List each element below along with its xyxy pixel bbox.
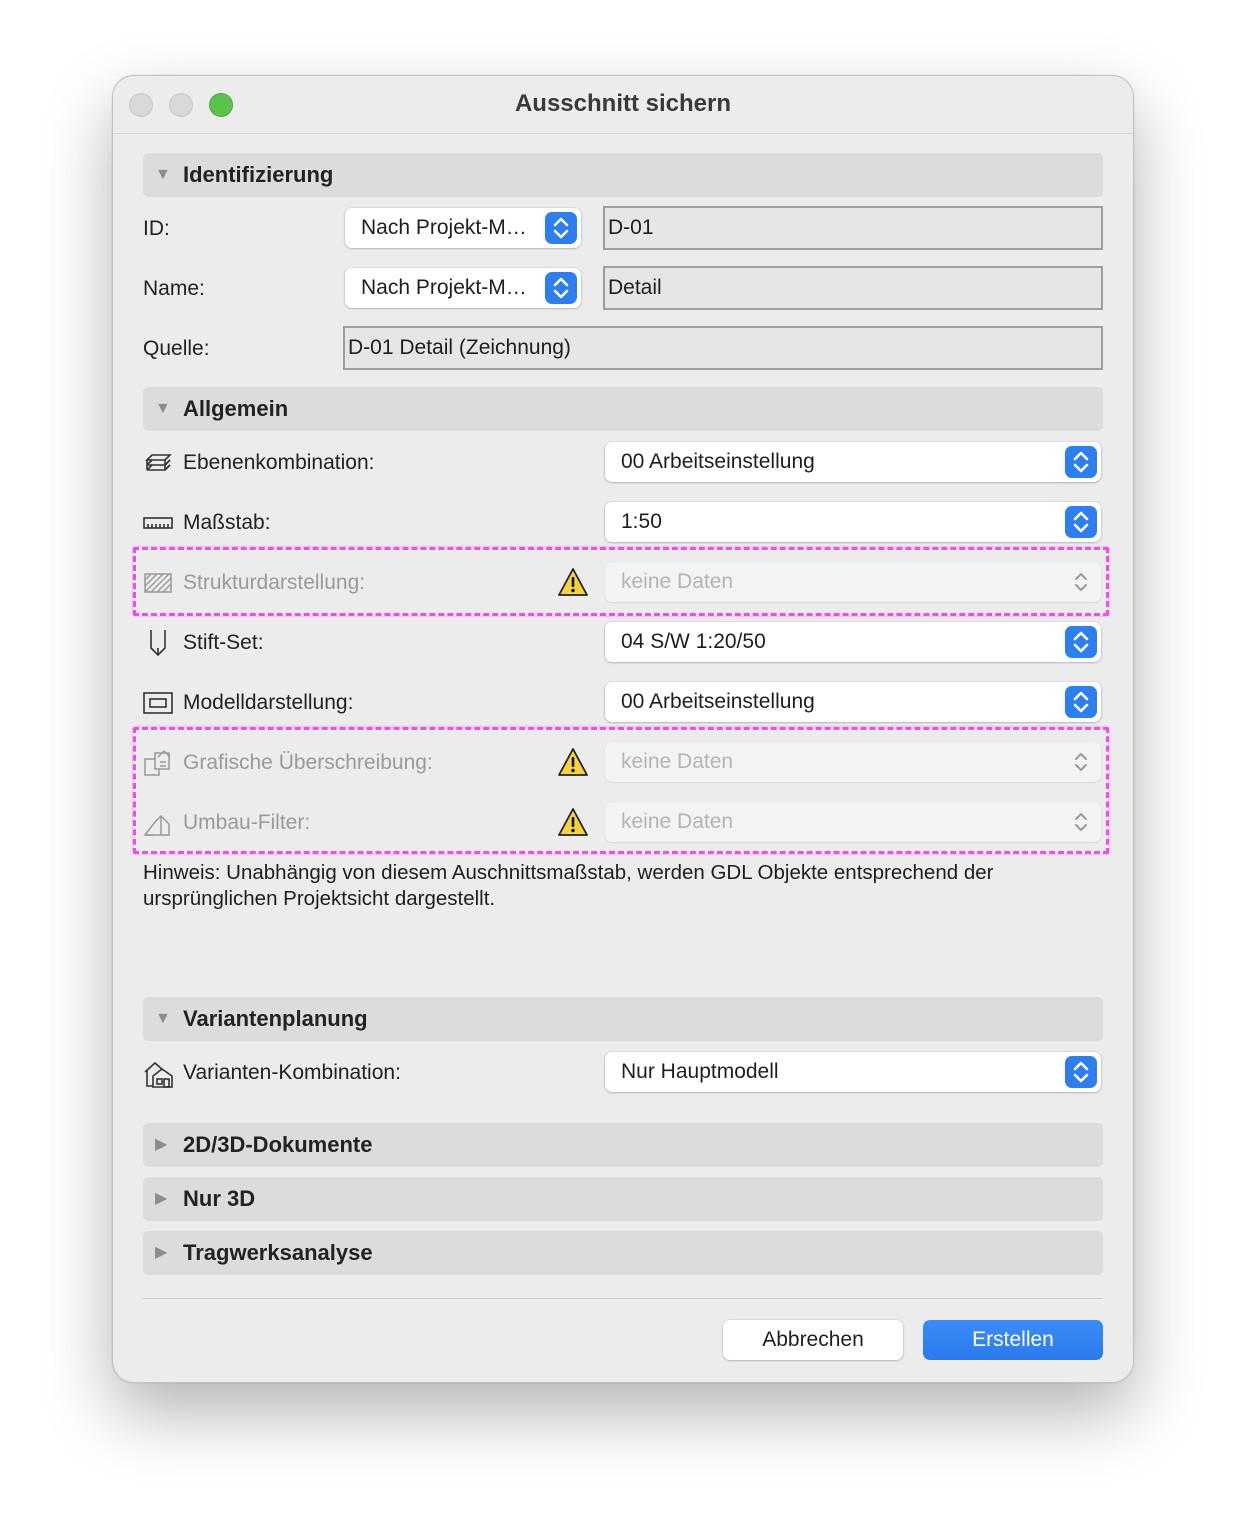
section-identifizierung[interactable] [143,153,1103,197]
cancel-button[interactable]: Abbrechen [723,1320,903,1360]
window-title: Ausschnitt sichern [514,90,732,117]
title-bar [113,76,1133,134]
disclosure-down-icon: ▼ [155,166,171,183]
disclosure-right-icon: ▶ [155,1244,168,1261]
grafik-value: keine Daten [621,750,734,773]
id-label: ID: [143,217,170,240]
variant-value: Nur Hauptmodell [621,1060,779,1083]
variant-popup[interactable] [605,1052,1101,1092]
source-label: Quelle: [143,337,210,360]
section-title: Variantenplanung [183,1006,368,1031]
modell-label: Modelldarstellung: [183,691,354,714]
stepper-icon [1065,686,1097,718]
stepper-icon [1065,446,1097,478]
hint-text: Hinweis: Unabhängig von diesem Auschnittsmaßstab, werden GDL Objekte entsprechend der ursprünglichen Projektsicht dargestellt. [143,861,994,910]
disclosure-right-icon: ▶ [155,1190,168,1207]
name-mode-value: Nach Projekt-M… [361,276,527,299]
layers-icon [143,448,173,478]
dialog-window [112,75,1134,1383]
modell-value: 00 Arbeitseinstellung [621,690,815,713]
divider [143,1298,1103,1299]
disclosure-right-icon: ▶ [155,1136,168,1153]
source-field [343,326,1103,370]
variant-house-icon [143,1058,173,1088]
ebenen-label: Ebenenkombination: [183,451,375,474]
name-label: Name: [143,277,205,300]
id-field[interactable] [603,206,1103,250]
variant-label: Varianten-Kombination: [183,1061,401,1084]
struktur-label: Strukturdarstellung: [183,571,366,594]
name-mode-popup[interactable] [345,268,581,308]
massstab-value: 1:50 [621,510,662,533]
section-title: Tragwerksanalyse [183,1240,373,1265]
disclosure-down-icon: ▼ [155,400,171,417]
name-value: Detail [608,276,662,299]
umbau-label: Umbau-Filter: [183,811,311,834]
section-title: Nur 3D [183,1186,256,1211]
grafik-label: Grafische Überschreibung: [183,751,433,774]
id-mode-popup[interactable] [345,208,581,248]
id-mode-value: Nach Projekt-M… [361,216,527,239]
stepper-icon [545,272,577,304]
umbau-value: keine Daten [621,810,734,833]
name-field[interactable] [603,266,1103,310]
pen-icon [143,628,173,658]
stift-value: 04 S/W 1:20/50 [621,630,766,653]
section-title: Allgemein [183,396,289,421]
modell-popup[interactable] [605,682,1101,722]
stepper-icon [545,212,577,244]
massstab-popup[interactable] [605,502,1101,542]
ruler-icon [143,508,173,538]
id-value: D-01 [608,216,654,239]
massstab-label: Maßstab: [183,511,271,534]
ebenen-value: 00 Arbeitseinstellung [621,450,815,473]
section-variantenplanung[interactable] [143,997,1103,1041]
source-value: D-01 Detail (Zeichnung) [348,336,571,359]
ebenen-popup[interactable] [605,442,1101,482]
section-2d3d-dokumente[interactable] [143,1123,1103,1167]
section-tragwerksanalyse[interactable] [143,1231,1103,1275]
struktur-value: keine Daten [621,570,734,593]
highlight-box-struktur [133,547,1109,616]
highlight-box-grafik-umbau [133,727,1109,854]
model-display-icon [143,688,173,718]
section-allgemein[interactable] [143,387,1103,431]
section-nur-3d[interactable] [143,1177,1103,1221]
stepper-icon [1065,626,1097,658]
stepper-icon [1065,1056,1097,1088]
section-title: Identifizierung [183,162,334,187]
stepper-icon [1065,506,1097,538]
stift-label: Stift-Set: [183,631,264,654]
section-title: 2D/3D-Dokumente [183,1132,373,1157]
create-button[interactable]: Erstellen [923,1320,1103,1360]
disclosure-down-icon: ▼ [155,1010,171,1027]
stift-popup[interactable] [605,622,1101,662]
